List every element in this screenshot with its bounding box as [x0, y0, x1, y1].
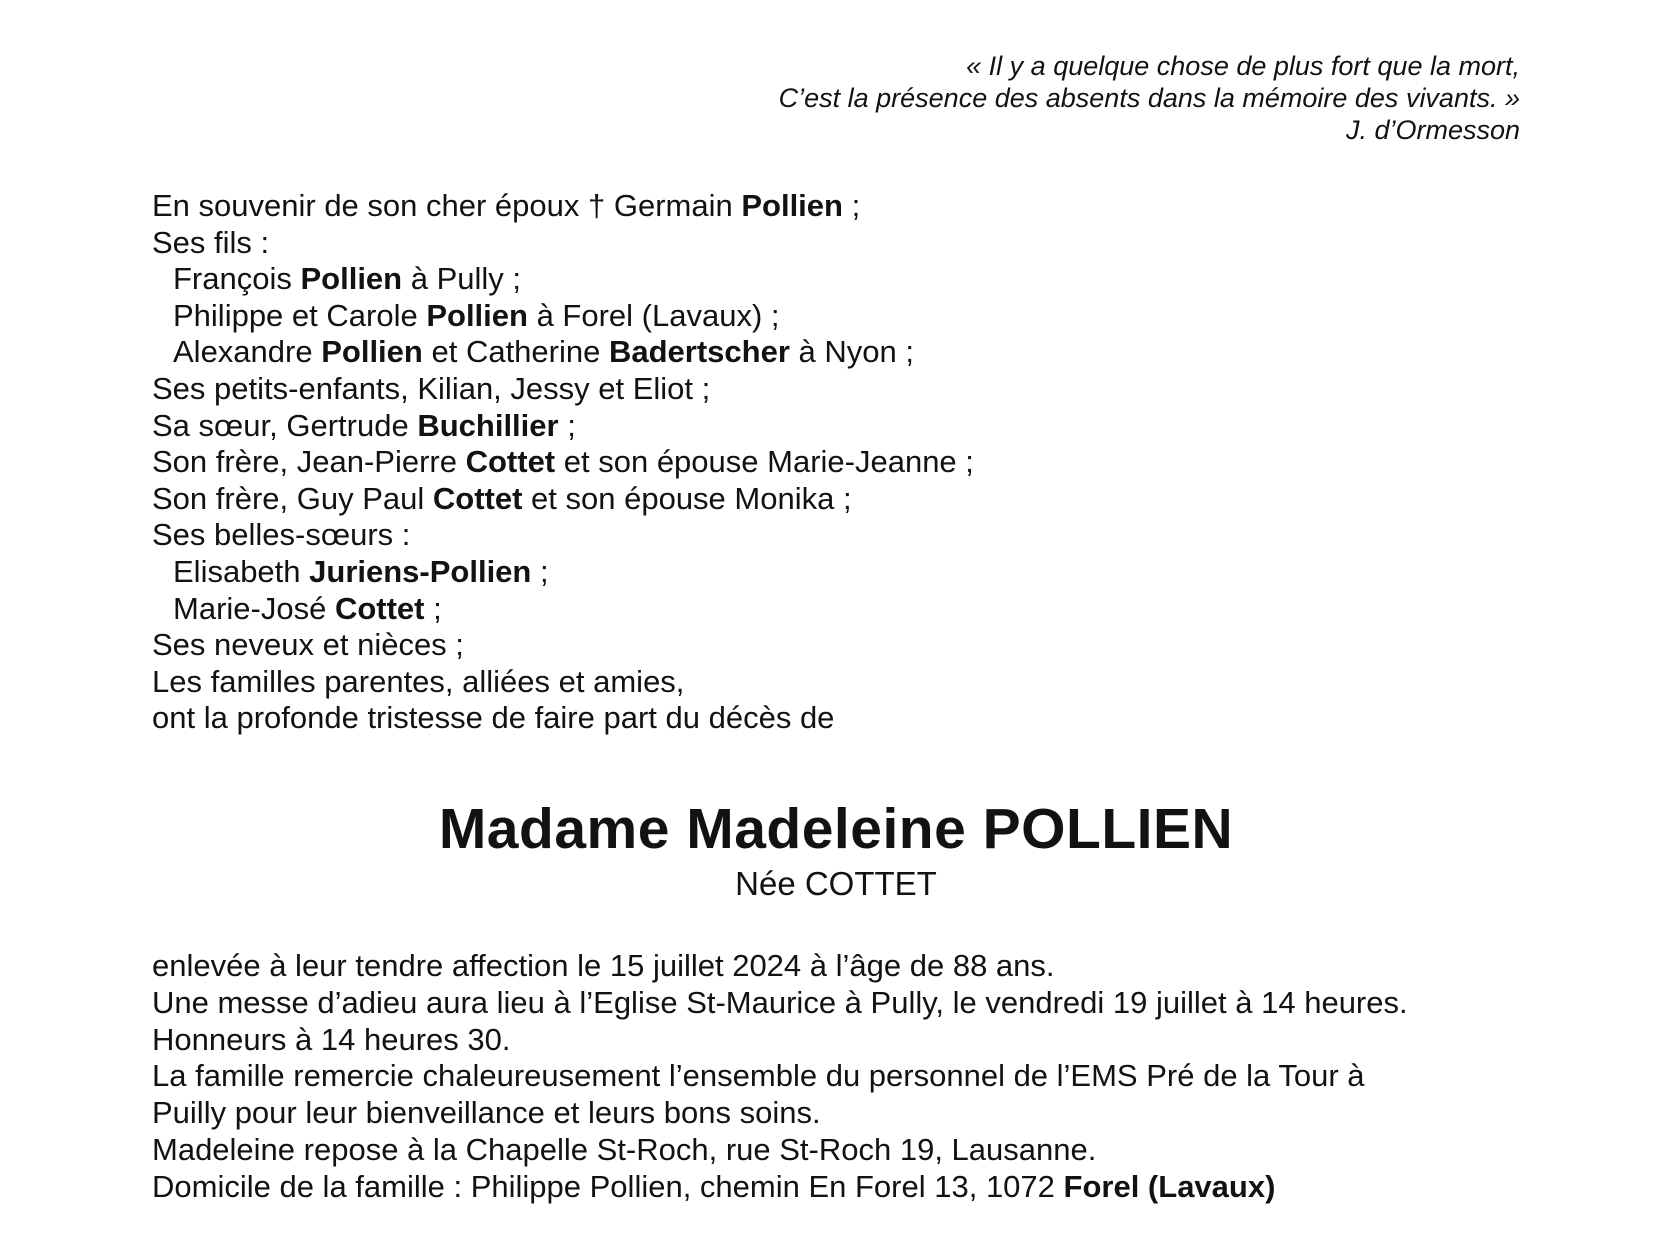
text-line	[152, 627, 974, 664]
text-line	[152, 664, 974, 701]
text-line	[152, 261, 974, 298]
text-segment: Honneurs à 14 heures 30.	[152, 1021, 511, 1057]
text-segment: Puilly pour leur bienveillance et leurs bons soins.	[152, 1095, 821, 1131]
announcement-block	[152, 799, 1520, 903]
emphasized-name: Cottet	[334, 590, 425, 626]
emphasized-name: Pollien	[426, 297, 528, 333]
text-segment: La famille remercie chaleureusement l’ensemble du personnel de l’EMS Pré de la Tour à	[152, 1058, 1365, 1094]
text-line	[152, 371, 974, 408]
text-segment: Madeleine repose à la Chapelle St-Roch, rue St-Roch 19, Lausanne.	[152, 1131, 1097, 1167]
text-segment: Domicile de la famille : Philippe Pollien, chemin En Forel 13, 1072	[152, 1168, 1064, 1204]
quote-attribution: J. d’Ormesson	[1345, 115, 1520, 145]
text-line	[152, 481, 974, 518]
emphasized-name: Cottet	[465, 444, 556, 480]
text-segment: Une messe d’adieu aura lieu à l’Eglise St-Maurice à Pully, le vendredi 19 juillet à 14 heures.	[152, 984, 1408, 1020]
deceased-name-title: Madame Madeleine POLLIEN	[438, 797, 1234, 861]
text-segment: à Forel (Lavaux) ;	[527, 297, 780, 333]
text-line	[152, 1132, 1408, 1169]
text-segment: François	[173, 261, 301, 297]
text-segment: Elisabeth	[173, 553, 310, 589]
family-list	[152, 188, 974, 737]
text-line	[152, 444, 974, 481]
text-line	[152, 700, 974, 737]
text-segment: Marie-José	[173, 590, 335, 626]
text-segment: ;	[424, 590, 442, 626]
text-segment: enlevée à leur tendre affection le 15 juillet 2024 à l’âge de 88 ans.	[152, 948, 1055, 983]
text-line	[152, 591, 974, 628]
text-line	[152, 1058, 1408, 1095]
text-line	[152, 517, 974, 554]
emphasized-name: Forel (Lavaux)	[1063, 1168, 1276, 1204]
text-line	[152, 298, 974, 335]
ceremony-details	[152, 948, 1408, 1206]
text-line	[152, 948, 1408, 985]
text-segment: ;	[531, 553, 549, 589]
text-segment: et son épouse Marie-Jeanne ;	[555, 444, 974, 480]
text-line	[152, 1095, 1408, 1132]
emphasized-name: Buchillier	[417, 407, 559, 443]
text-segment: Alexandre	[173, 334, 322, 370]
text-line	[152, 188, 974, 225]
text-segment: ont la profonde tristesse de faire part du décès de	[152, 700, 835, 736]
emphasized-name: Badertscher	[608, 334, 790, 370]
text-segment: Philippe et Carole	[173, 297, 427, 333]
emphasized-name: Pollien	[741, 188, 843, 223]
emphasized-name: Juriens-Pollien	[309, 553, 532, 589]
emphasized-name: Pollien	[300, 261, 403, 297]
text-line	[152, 1022, 1408, 1059]
emphasized-name: Cottet	[432, 480, 523, 516]
text-segment: Ses petits-enfants, Kilian, Jessy et Eliot ;	[152, 370, 711, 406]
text-segment: Son frère, Guy Paul	[152, 480, 433, 516]
text-line	[152, 408, 974, 445]
text-segment: Ses fils :	[152, 224, 270, 260]
text-segment: à Pully ;	[402, 261, 522, 297]
text-line	[152, 225, 974, 262]
deceased-maiden-name: Née COTTET	[735, 865, 937, 902]
text-segment: à Nyon ;	[789, 334, 914, 370]
text-segment: ;	[842, 188, 861, 223]
emphasized-name: Pollien	[321, 334, 423, 370]
text-segment: Ses neveux et nièces ;	[152, 627, 464, 663]
text-segment: et son épouse Monika ;	[522, 480, 852, 516]
text-segment: ;	[558, 407, 576, 443]
text-line	[152, 334, 974, 371]
text-segment: Les familles parentes, alliées et amies,	[152, 663, 685, 699]
text-segment: Son frère, Jean-Pierre	[152, 444, 466, 480]
text-line	[152, 1169, 1408, 1206]
text-line	[152, 985, 1408, 1022]
quote-line: « Il y a quelque chose de plus fort que la mort,	[966, 51, 1520, 81]
text-segment: Sa sœur, Gertrude	[152, 407, 418, 443]
quote-block	[779, 50, 1520, 146]
text-segment: Ses belles-sœurs :	[152, 517, 411, 553]
text-line	[152, 554, 974, 591]
text-segment: En souvenir de son cher époux † Germain	[152, 188, 742, 223]
quote-line: C’est la présence des absents dans la mémoire des vivants. »	[778, 83, 1520, 113]
text-segment: et Catherine	[422, 334, 609, 370]
